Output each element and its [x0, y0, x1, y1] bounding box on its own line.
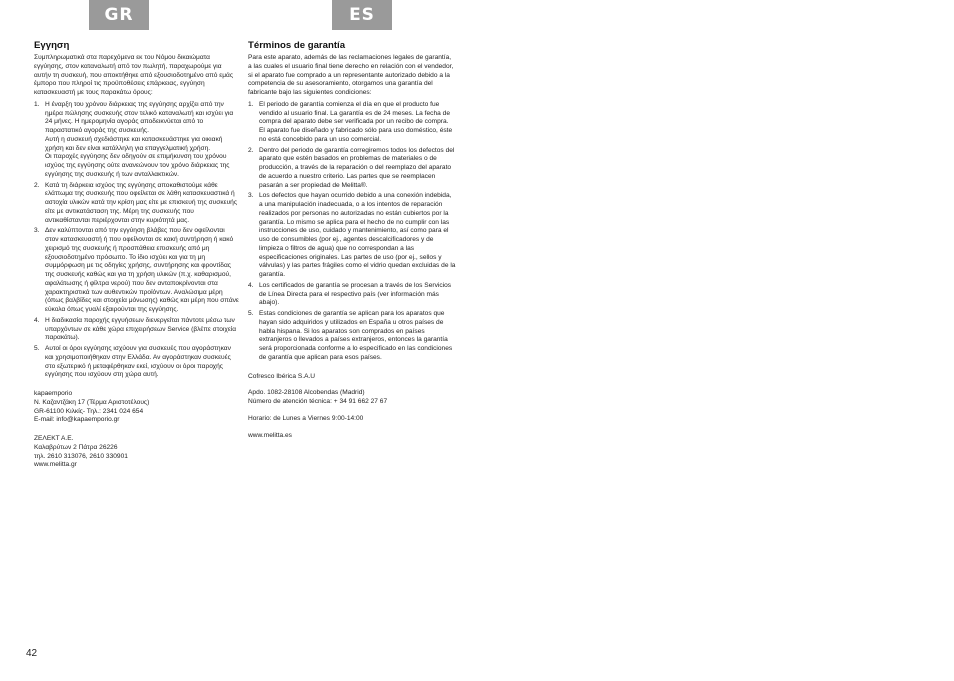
contact-line: ΖΕΛΕΚΤ Α.Ε. [34, 435, 74, 442]
contact-line: GR-61100 Κιλκίς- Τηλ.: 2341 024 654 [34, 407, 144, 415]
term-text: Δεν καλύπτονται από την εγγύηση βλάβες που δεν οφείλονται στον κατασκευαστή ή που οφείλονται σε κακή συντήρηση ή κακό χειρισμό της συσκευής ή προσπάθεια επισκευής από μη εξουσιοδοτημένο πρόσωπο. Το ίδιο ισχύει και για τη μη συμμόρφωση με τις οδηγίες χρήσης, συντήρησης και φροντίδας της συσκευής καθώς και για τη χρήση υλικών (π.χ. καθαρισμού, αφαλάτωσης ή φίλτρα νερού) που δεν ανταποκρίνονται στα χαρακτηριστικά των αυθεντικών προϊόντων. Αναλώσιμα μέρη (όπως βαλβίδες και στοιχεία μόνωσης) καθώς και μέρη που σπάνε εύκολα όπως γυαλί εξαιρούνται της εγγύησης. [45, 227, 239, 313]
contact-line: Καλαβρύτων 2 Πάτρα 26226 [34, 443, 118, 451]
term-text-extra: Αυτή η συσκευή σχεδιάστηκε και κατασκευάστηκε για οικιακή χρήση και δεν είναι κατάλληλη για επαγγελματική χρήση. [45, 135, 223, 152]
term-number: 2. [34, 181, 40, 189]
language-tab-es: ES [332, 0, 392, 30]
page-number: 42 [26, 648, 38, 659]
language-tab-gr: GR [89, 0, 149, 30]
greek-warranty-heading: Εγγηση [34, 40, 70, 51]
greek-warranty-terms-list [34, 101, 240, 380]
contact-line: τηλ. 2610 313076, 2610 330901 [34, 452, 128, 460]
service-hours: Horario: de Lunes a Viernes 9:00-14:00 [248, 414, 364, 422]
contact-line: E-mail: info@kapaemporio.gr [34, 416, 120, 424]
warranty-term-item [248, 310, 456, 363]
contact-line: kapaemporio [34, 390, 73, 397]
term-text: Los defectos que hayan ocurrido debido a una conexión indebida, a una manipulación inadecuada, o a los intentos de reparación realizados por personas no autorizadas no están cubiertos por la garantía. Lo mismo se aplica para el hecho de no cumplir con las instrucciones de uso, cuidado y mantenimiento, así como para el uso de consumibles (por ej., agentes descalcificadores y de limpieza o filtros de agua) que no correspondan a las especificaciones originales. Las partes de uso (por ej., sellos y válvulas) y las partes frágiles como el vidrio quedan excluidas de la garantía. [259, 192, 456, 278]
term-text: Η έναρξη του χρόνου διάρκειας της εγγύησης αρχίζει από την ημέρα πώλησης συσκευής στον τελικό καταναλωτή και ισχύει για 24 μήνες. Η ημερομηνία αγοράς αποδεικνύεται από το παραστατικό αγοράς της συσκευής. [45, 100, 234, 134]
term-text-extra: Οι παροχές εγγύησης δεν οδηγούν σε επιμήκυνση του χρόνου ισχύος της εγγύησης ούτε ανανεώνουν τον χρόνο διάρκειας της εγγύησης της συσκευής ή των ανταλλακτικών. [45, 153, 230, 178]
spanish-warranty-heading: Términos de garantía [248, 40, 346, 51]
term-text: Αυτοί οι όροι εγγύησης ισχύουν για συσκευές που αγοράστηκαν και χρησιμοποιήθηκαν στην Ελλάδα. Αν αγοράστηκαν συσκευές στο εξωτερικό ή μεταφέρθηκαν εκεί, ισχύουν οι όροι παροχής εγγύησης που ισχύουν στη χώρα αυτή. [45, 345, 231, 379]
term-number: 1. [34, 100, 40, 108]
warranty-term-item [248, 101, 456, 145]
company-name: Cofresco Ibérica S.A.U [248, 372, 316, 380]
term-number: 1. [248, 100, 254, 108]
contact-line: www.melitta.gr [34, 461, 77, 469]
term-number: 2. [248, 146, 254, 154]
spanish-warranty-terms-list [248, 101, 456, 363]
term-text: Estas condiciones de garantía se aplican para los aparatos que hayan sido adquiridos y utilizados en España u otros países de habla hispana. Si los aparatos son comprados en países extranjeros o llevados a países extranjeros, entonces la garantía será proporcionada conforme a lo especificado en las condiciones de garantía que aplican para esos países. [259, 310, 453, 361]
term-text: Dentro del periodo de garantía corregiremos todos los defectos del aparato que estén basados en problemas de materiales o de producción, a través de la reparación o del reemplazo del aparato de acuerdo a nuestro criterio. Las partes que se reemplacen pasarán a ser propiedad de Melitta®. [259, 146, 455, 189]
term-text: El periodo de garantía comienza el día en que el producto fue vendido al usuario final. La garantía es de 24 meses. La fecha de compra del aparato debe ser verificada por un recibo de compra. El aparato fue diseñado y fabricado sólo para uso doméstico, éste no está concebido para un uso comercial. [259, 100, 453, 143]
term-text: Los certificados de garantía se procesan a través de los Servicios de Línea Directa para el respectivo país (ver información más abajo). [259, 281, 452, 307]
website-text: www.melitta.es [248, 431, 292, 439]
term-number: 5. [34, 345, 40, 352]
spanish-service-contact [248, 373, 456, 441]
term-number: 4. [34, 316, 40, 324]
term-text: Η διαδικασία παροχής εγγυήσεων διενεργείται πάντοτε μέσω των υπαρχόντων σε κάθε χώρα επιχειρήσεων Service (βλέπε στοιχεία παρακάτω). [45, 316, 237, 342]
greek-contact-zelekt [34, 435, 240, 470]
term-number: 3. [34, 227, 40, 235]
company-address: Apdo. 1082-28108 Alcobendas (Madrid) [248, 389, 365, 397]
warranty-term-item [248, 192, 456, 280]
term-number: 3. [248, 192, 254, 200]
term-text: Κατά τη διάρκεια ισχύος της εγγύησης αποκαθιστούμε κάθε ελάττωμα της συσκευής που οφείλεται σε λάθη κατασκευαστικά ή αστοχία υλικών κατά την κρίση μας είτε με επισκευή της συσκευής είτε με αντικατάσταση της. Μέρη της συσκευής που αντικαθίστανται περιέρχονται στην κυριότητά μας. [45, 181, 238, 224]
warranty-term-item [248, 282, 456, 308]
service-phone: Número de atención técnica: + 34 91 662 27 67 [248, 398, 388, 405]
warranty-term-item [34, 101, 240, 180]
term-number: 4. [248, 281, 254, 289]
spanish-warranty-intro: Para este aparato, además de las reclamaciones legales de garantía, a las cuales el usuario final tiene derecho en relación con el vendedor, si el aparato fue comprado a un representante autorizado debido a la competencia de su asesoramiento, otorgamos una garantía del fabricante bajo las siguientes condiciones: [248, 54, 454, 96]
warranty-term-item [248, 147, 456, 191]
term-number: 5. [248, 310, 254, 317]
greek-contact-kapaemporio [34, 390, 240, 425]
warranty-term-item [34, 182, 240, 226]
warranty-term-item [34, 345, 240, 380]
warranty-term-item [34, 317, 240, 343]
greek-warranty-column [34, 40, 240, 470]
spanish-warranty-column [248, 40, 456, 440]
contact-line: Ν. Καζαντζάκη 17 (Τέρμα Αριστοτέλους) [34, 398, 150, 406]
warranty-term-item [34, 227, 240, 315]
greek-warranty-intro: Συμπληρωματικά στα παρεχόμενα εκ του Νόμου δικαιώματα εγγύησης, στον καταναλωτή από τον πωλητή, παραχωρούμε για αυτήν τη συσκευή, που αποκτήθηκε από εξουσιοδοτημένο από εμάς έμπορο που πληροί τις προϋποθέσεις επάρκειας, εγγύηση κατασκευαστή με τους παρακάτω όρους: [34, 54, 233, 96]
